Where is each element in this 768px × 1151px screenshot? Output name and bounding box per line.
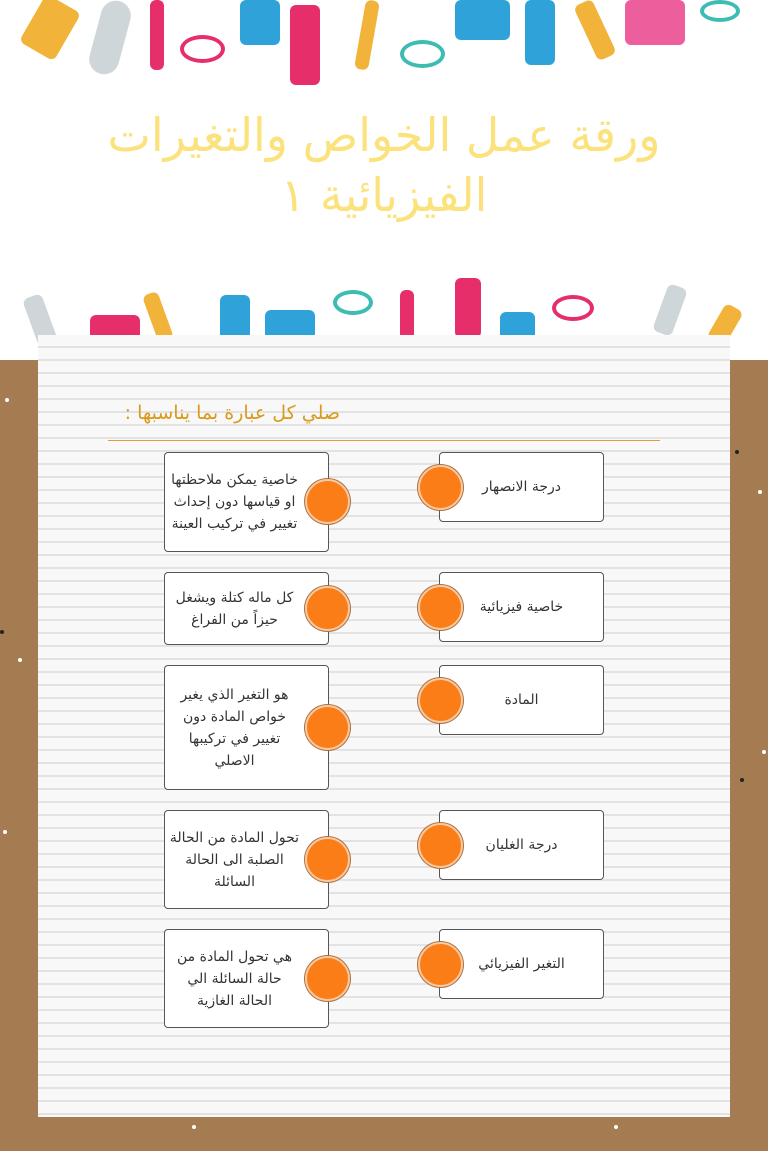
speck bbox=[18, 658, 22, 662]
pencil-decoration bbox=[150, 0, 164, 70]
right-item-text: المادة bbox=[504, 691, 539, 708]
right-item-text: درجة الانصهار bbox=[482, 478, 561, 495]
header-banner bbox=[0, 0, 768, 360]
right-item-text: التغير الفيزيائي bbox=[478, 955, 565, 972]
left-item-text: كل ماله كتلة ويشغل حيزاً من الفراغ bbox=[175, 589, 294, 628]
pencil-decoration bbox=[400, 290, 414, 340]
instruction-text: صلي كل عبارة بما يناسبها : bbox=[124, 402, 340, 424]
bag-decoration bbox=[625, 0, 685, 45]
book-decoration bbox=[525, 0, 555, 65]
right-item[interactable] bbox=[439, 452, 604, 522]
book-decoration bbox=[220, 295, 250, 340]
left-connector-dot[interactable] bbox=[305, 837, 350, 882]
right-item[interactable] bbox=[439, 810, 604, 880]
speck bbox=[758, 490, 762, 494]
divider bbox=[108, 440, 660, 441]
speck bbox=[3, 830, 7, 834]
right-connector-dot[interactable] bbox=[418, 823, 463, 868]
speck bbox=[614, 1125, 618, 1129]
scissors-decoration bbox=[400, 40, 445, 68]
right-connector-dot[interactable] bbox=[418, 678, 463, 723]
left-item-text: هي تحول المادة من حالة السائلة الي الحالة الغازية bbox=[177, 948, 292, 1009]
scissors-decoration bbox=[652, 283, 688, 337]
bag-decoration bbox=[455, 0, 510, 40]
bag-decoration bbox=[240, 0, 280, 45]
left-connector-dot[interactable] bbox=[305, 956, 350, 1001]
left-connector-dot[interactable] bbox=[305, 479, 350, 524]
speck bbox=[0, 630, 4, 634]
book-decoration bbox=[455, 278, 481, 338]
left-connector-dot[interactable] bbox=[305, 586, 350, 631]
right-item[interactable] bbox=[439, 572, 604, 642]
right-connector-dot[interactable] bbox=[418, 942, 463, 987]
right-item-text: درجة الغليان bbox=[485, 836, 558, 853]
pencil-decoration bbox=[19, 0, 81, 61]
right-item[interactable] bbox=[439, 929, 604, 999]
left-connector-dot[interactable] bbox=[305, 705, 350, 750]
scissors-decoration bbox=[552, 295, 594, 321]
speck bbox=[5, 398, 9, 402]
scissors-decoration bbox=[180, 35, 225, 63]
scissors-decoration bbox=[86, 0, 134, 78]
right-item[interactable] bbox=[439, 665, 604, 735]
pencil-decoration bbox=[354, 0, 380, 71]
speck bbox=[192, 1125, 196, 1129]
left-item-text: تحول المادة من الحالة الصلبة الى الحالة السائلة bbox=[169, 829, 300, 890]
scissors-decoration bbox=[700, 0, 740, 22]
speck bbox=[762, 750, 766, 754]
speck bbox=[735, 450, 739, 454]
speck bbox=[740, 778, 744, 782]
right-connector-dot[interactable] bbox=[418, 465, 463, 510]
right-connector-dot[interactable] bbox=[418, 585, 463, 630]
pencil-decoration bbox=[573, 0, 616, 61]
left-item-text: خاصية يمكن ملاحظتها او قياسها دون إحداث تغيير في تركيب العينة bbox=[171, 472, 298, 532]
scissors-decoration bbox=[333, 290, 373, 315]
worksheet-paper bbox=[38, 335, 730, 1117]
page-title: ورقة عمل الخواص والتغيرات الفيزيائية ١ bbox=[107, 108, 661, 222]
left-item-text: هو التغير الذي يغير خواص المادة دون تغيير في تركيبها الاصلي bbox=[180, 686, 289, 769]
book-decoration bbox=[290, 5, 320, 85]
right-item-text: خاصية فيزيائية bbox=[479, 598, 564, 615]
